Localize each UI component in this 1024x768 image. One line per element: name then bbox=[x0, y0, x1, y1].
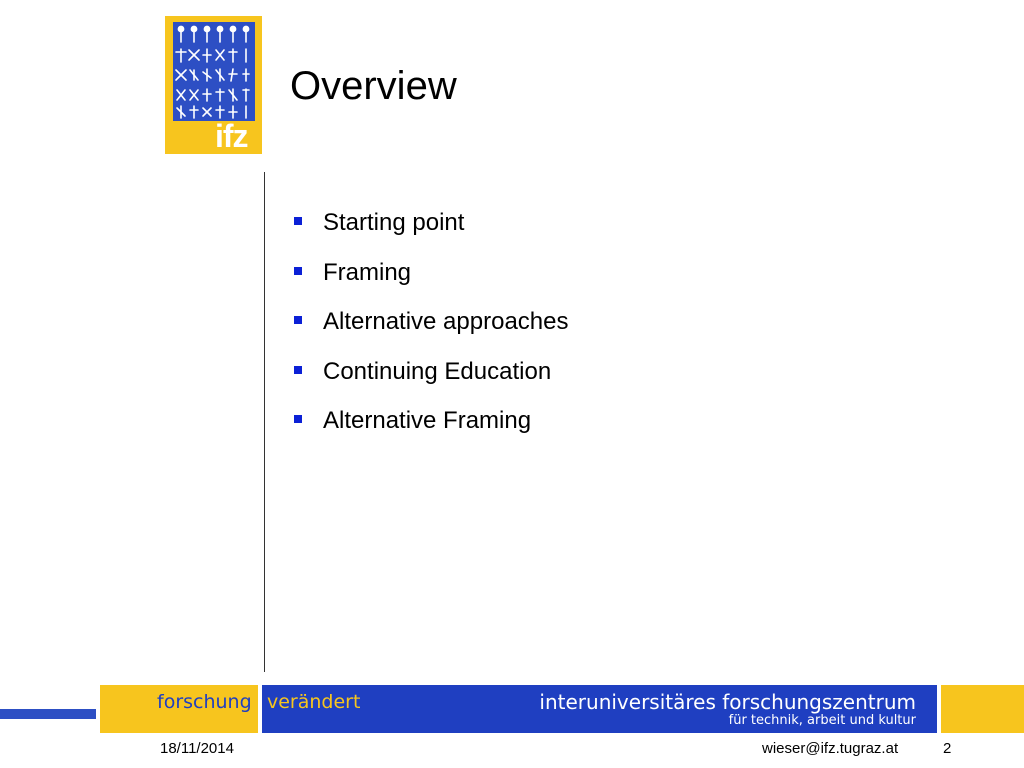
bullet-text: Alternative Framing bbox=[323, 407, 532, 434]
bullet-text: Starting point bbox=[323, 209, 465, 236]
bullet-square-icon bbox=[294, 267, 302, 275]
bullet-item bbox=[292, 297, 568, 347]
logo-text: ifz bbox=[215, 118, 248, 154]
footer-band bbox=[0, 685, 1024, 735]
footer-email: wieser@ifz.tugraz.at bbox=[762, 740, 899, 757]
bullet-text: Framing bbox=[323, 258, 412, 286]
bullet-item bbox=[292, 396, 568, 446]
bullet-text: Alternative approaches bbox=[323, 308, 569, 335]
page-number: 2 bbox=[943, 740, 952, 757]
bullet-item bbox=[292, 198, 568, 248]
bullet-text: Continuing Education bbox=[323, 357, 552, 385]
bullet-square-icon bbox=[294, 316, 302, 324]
bullet-list bbox=[292, 198, 568, 446]
band-word-veraendert: verändert bbox=[267, 691, 361, 713]
pictogram-grid bbox=[173, 22, 255, 121]
institute-name bbox=[539, 691, 916, 729]
ifz-logo bbox=[165, 16, 262, 154]
footer-date: 18/11/2014 bbox=[160, 740, 234, 757]
bullet-item bbox=[292, 248, 568, 298]
bullet-square-icon bbox=[294, 217, 302, 225]
bullet-square-icon bbox=[294, 366, 302, 374]
band-word-forschung: forschung bbox=[157, 691, 252, 713]
institute-line2: für technik, arbeit und kultur bbox=[728, 713, 916, 728]
bullet-square-icon bbox=[294, 415, 302, 423]
slide-title: Overview bbox=[290, 64, 457, 108]
band-yellow-right-block bbox=[941, 685, 1024, 733]
institute-line1: interuniversitäres forschungszentrum bbox=[539, 690, 916, 714]
band-blue-strip bbox=[0, 709, 96, 719]
bullet-item bbox=[292, 347, 568, 397]
divider-line bbox=[264, 172, 265, 672]
figures-icon bbox=[173, 22, 255, 121]
